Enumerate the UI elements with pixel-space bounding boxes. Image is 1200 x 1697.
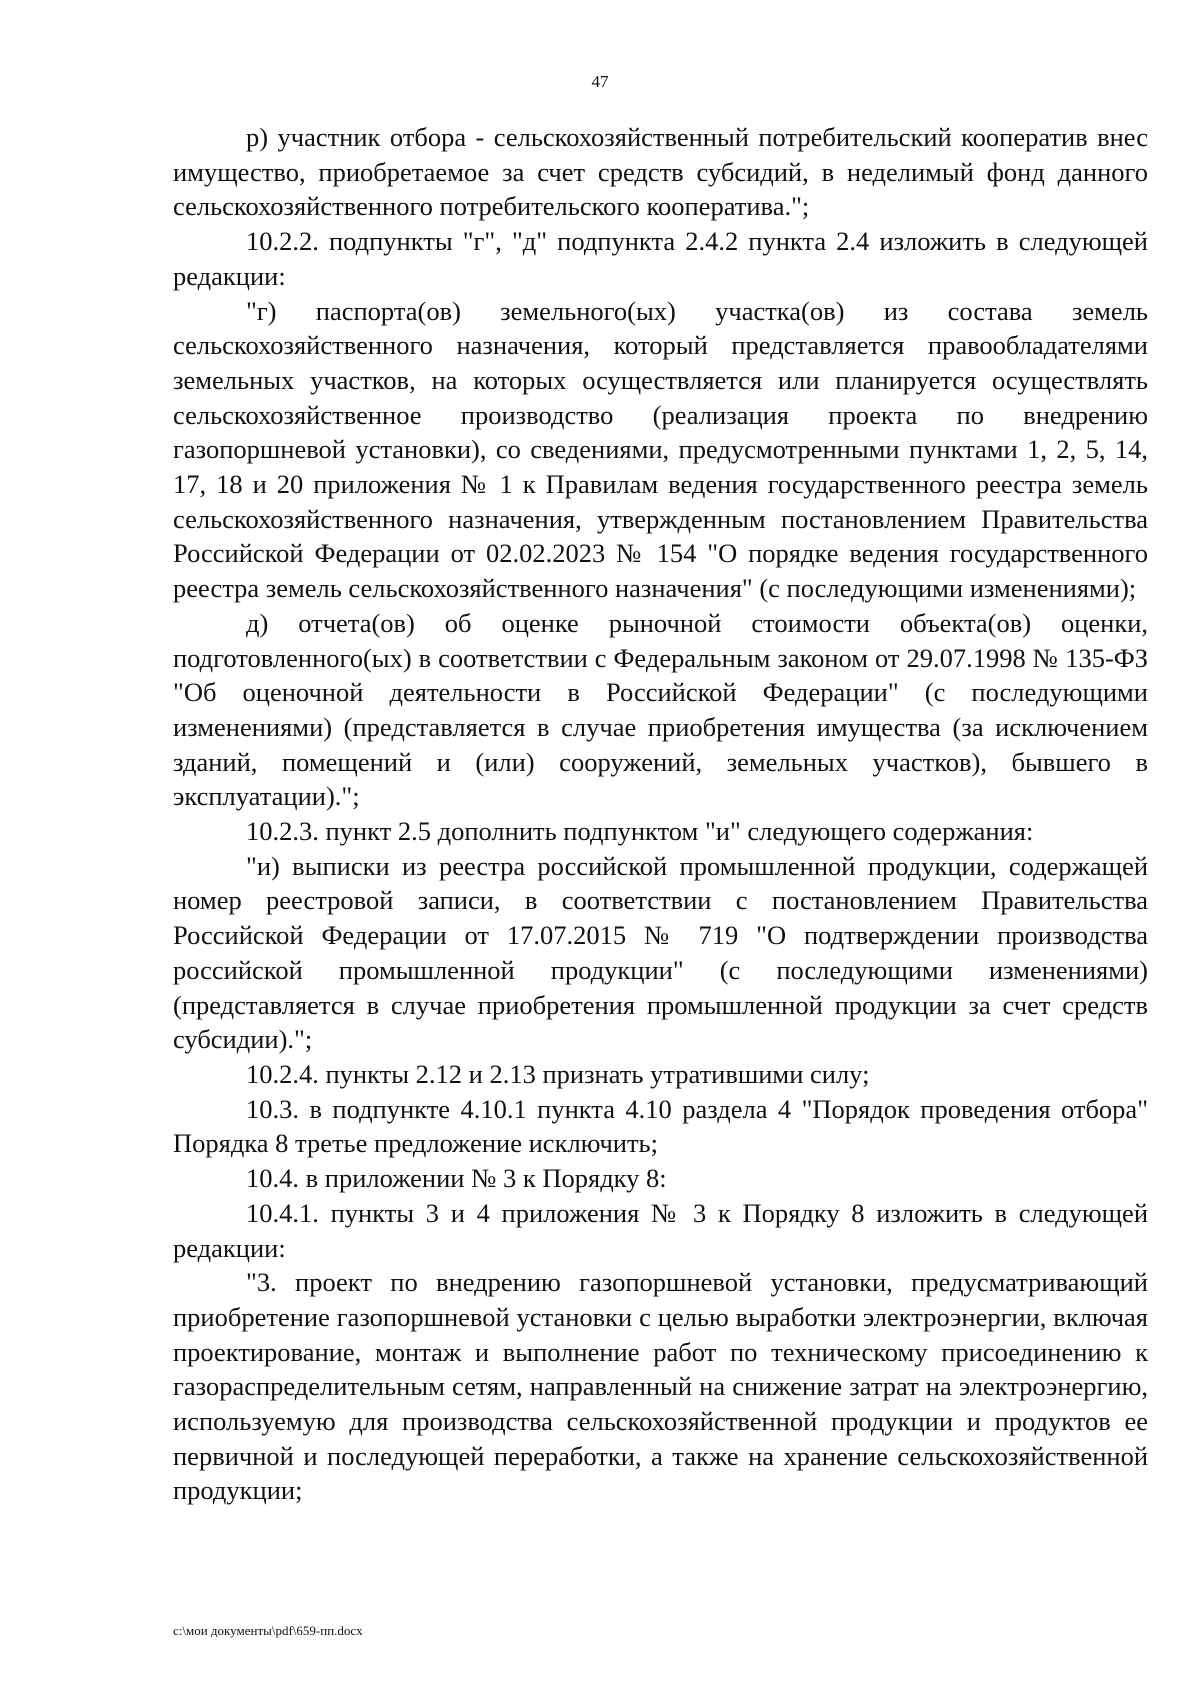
paragraph-10-2-2 bbox=[173, 224, 1148, 293]
paragraph-text: в подпункте 4.10.1 пункта 4.10 раздела 4 "Порядок проведения отбора" Порядка 8 третье предложение исключить; bbox=[173, 1093, 1149, 1159]
paragraph-text: в приложении № 3 к Порядку 8: bbox=[305, 1163, 667, 1194]
paragraph-p-participant bbox=[173, 120, 1148, 224]
paragraph-subitem-i bbox=[173, 849, 1148, 1057]
footer-file-path: c:\мои документы\pdf\659-пп.docx bbox=[173, 1623, 363, 1638]
document-body bbox=[173, 120, 1148, 1508]
paragraph-text: паспорта(ов) земельного(ых) участка(ов) из состава земель сельскохозяйственного назначения, который представляется правообладателями земельных участков, на которых осуществляется или планируется осуществлять сельскохозяйственное производство (реализация проекта по внедрению газопоршневой установки), со сведениями, предусмотренными пунктами 1, 2, 5, 14, 17, 18 и 20 приложения № 1 к Правилам ведения государственного реестра земель сельскохозяйственного назначения, утвержденным постановлением Правительства Российской Федерации от 02.02.2023 № 154 "О порядке ведения государственного реестра земель сельскохозяйственного назначения" (с последующими изменениями); bbox=[173, 295, 1149, 604]
paragraph-label: "и) bbox=[246, 850, 280, 881]
paragraph-text: пункты 3 и 4 приложения № 3 к Порядку 8 изложить в следующей редакции: bbox=[173, 1197, 1148, 1263]
paragraph-10-4 bbox=[173, 1161, 1148, 1196]
paragraph-text: подпункты "г", "д" подпункта 2.4.2 пункта 2.4 изложить в следующей редакции: bbox=[173, 226, 1148, 291]
paragraph-subitem-d bbox=[173, 606, 1148, 814]
paragraph-subitem-g bbox=[173, 294, 1148, 606]
paragraph-label: 10.2.2. bbox=[246, 226, 319, 257]
paragraph-item-3 bbox=[173, 1265, 1148, 1508]
paragraph-label: 10.3. bbox=[246, 1093, 299, 1124]
paragraph-label: 10.4. bbox=[246, 1163, 299, 1194]
paragraph-text: р) участник отбора - сельскохозяйственный потребительский кооператив внес имущество, приобретаемое за счет средств субсидий, в неделимый фонд данного сельскохозяйственного потребительского кооператива."; bbox=[173, 122, 1148, 222]
paragraph-10-4-1 bbox=[173, 1196, 1148, 1265]
paragraph-label: "г) bbox=[246, 295, 277, 326]
paragraph-label: 10.2.4. bbox=[246, 1058, 319, 1089]
paragraph-text: "3. проект по внедрению газопоршневой установки, предусматривающий приобретение газопоршневой установки с целью выработки электроэнергии, включая проектирование, монтаж и выполнение работ по техническому присоединению к газораспределительным сетям, направленный на снижение затрат на электроэнергию, используемую для производства сельскохозяйственной продукции и продуктов ее первичной и последующей переработки, а также на хранение сельскохозяйственной продукции; bbox=[173, 1267, 1148, 1506]
paragraph-text: пункты 2.12 и 2.13 признать утратившими силу; bbox=[325, 1058, 870, 1089]
paragraph-label: д) bbox=[246, 607, 269, 638]
paragraph-text: выписки из реестра российской промышленной продукции, содержащей номер реестровой записи, в соответствии с постановлением Правительства Российской Федерации от 17.07.2015 № 719 "О подтверждении производства российской промышленной продукции" (с последующими изменениями) (представляется в случае приобретения промышленной продукции за счет средств субсидии)."; bbox=[173, 850, 1149, 1055]
paragraph-text: отчета(ов) об оценке рыночной стоимости объекта(ов) оценки, подготовленного(ых) в соответствии с Федеральным законом от 29.07.1998 № 135-ФЗ "Об оценочной деятельности в Российской Федерации" (с последующими изменениями) (представляется в случае приобретения имущества (за исключением зданий, помещений и (или) сооружений, земельных участков), бывшего в эксплуатации)."; bbox=[173, 607, 1149, 812]
paragraph-text: пункт 2.5 дополнить подпунктом "и" следующего содержания: bbox=[325, 816, 1034, 847]
page-number: 47 bbox=[591, 72, 609, 91]
paragraph-10-2-4 bbox=[173, 1057, 1148, 1092]
paragraph-label: 10.4.1. bbox=[246, 1197, 319, 1228]
paragraph-10-2-3 bbox=[173, 814, 1148, 849]
paragraph-10-3 bbox=[173, 1092, 1148, 1161]
paragraph-label: 10.2.3. bbox=[246, 816, 319, 847]
